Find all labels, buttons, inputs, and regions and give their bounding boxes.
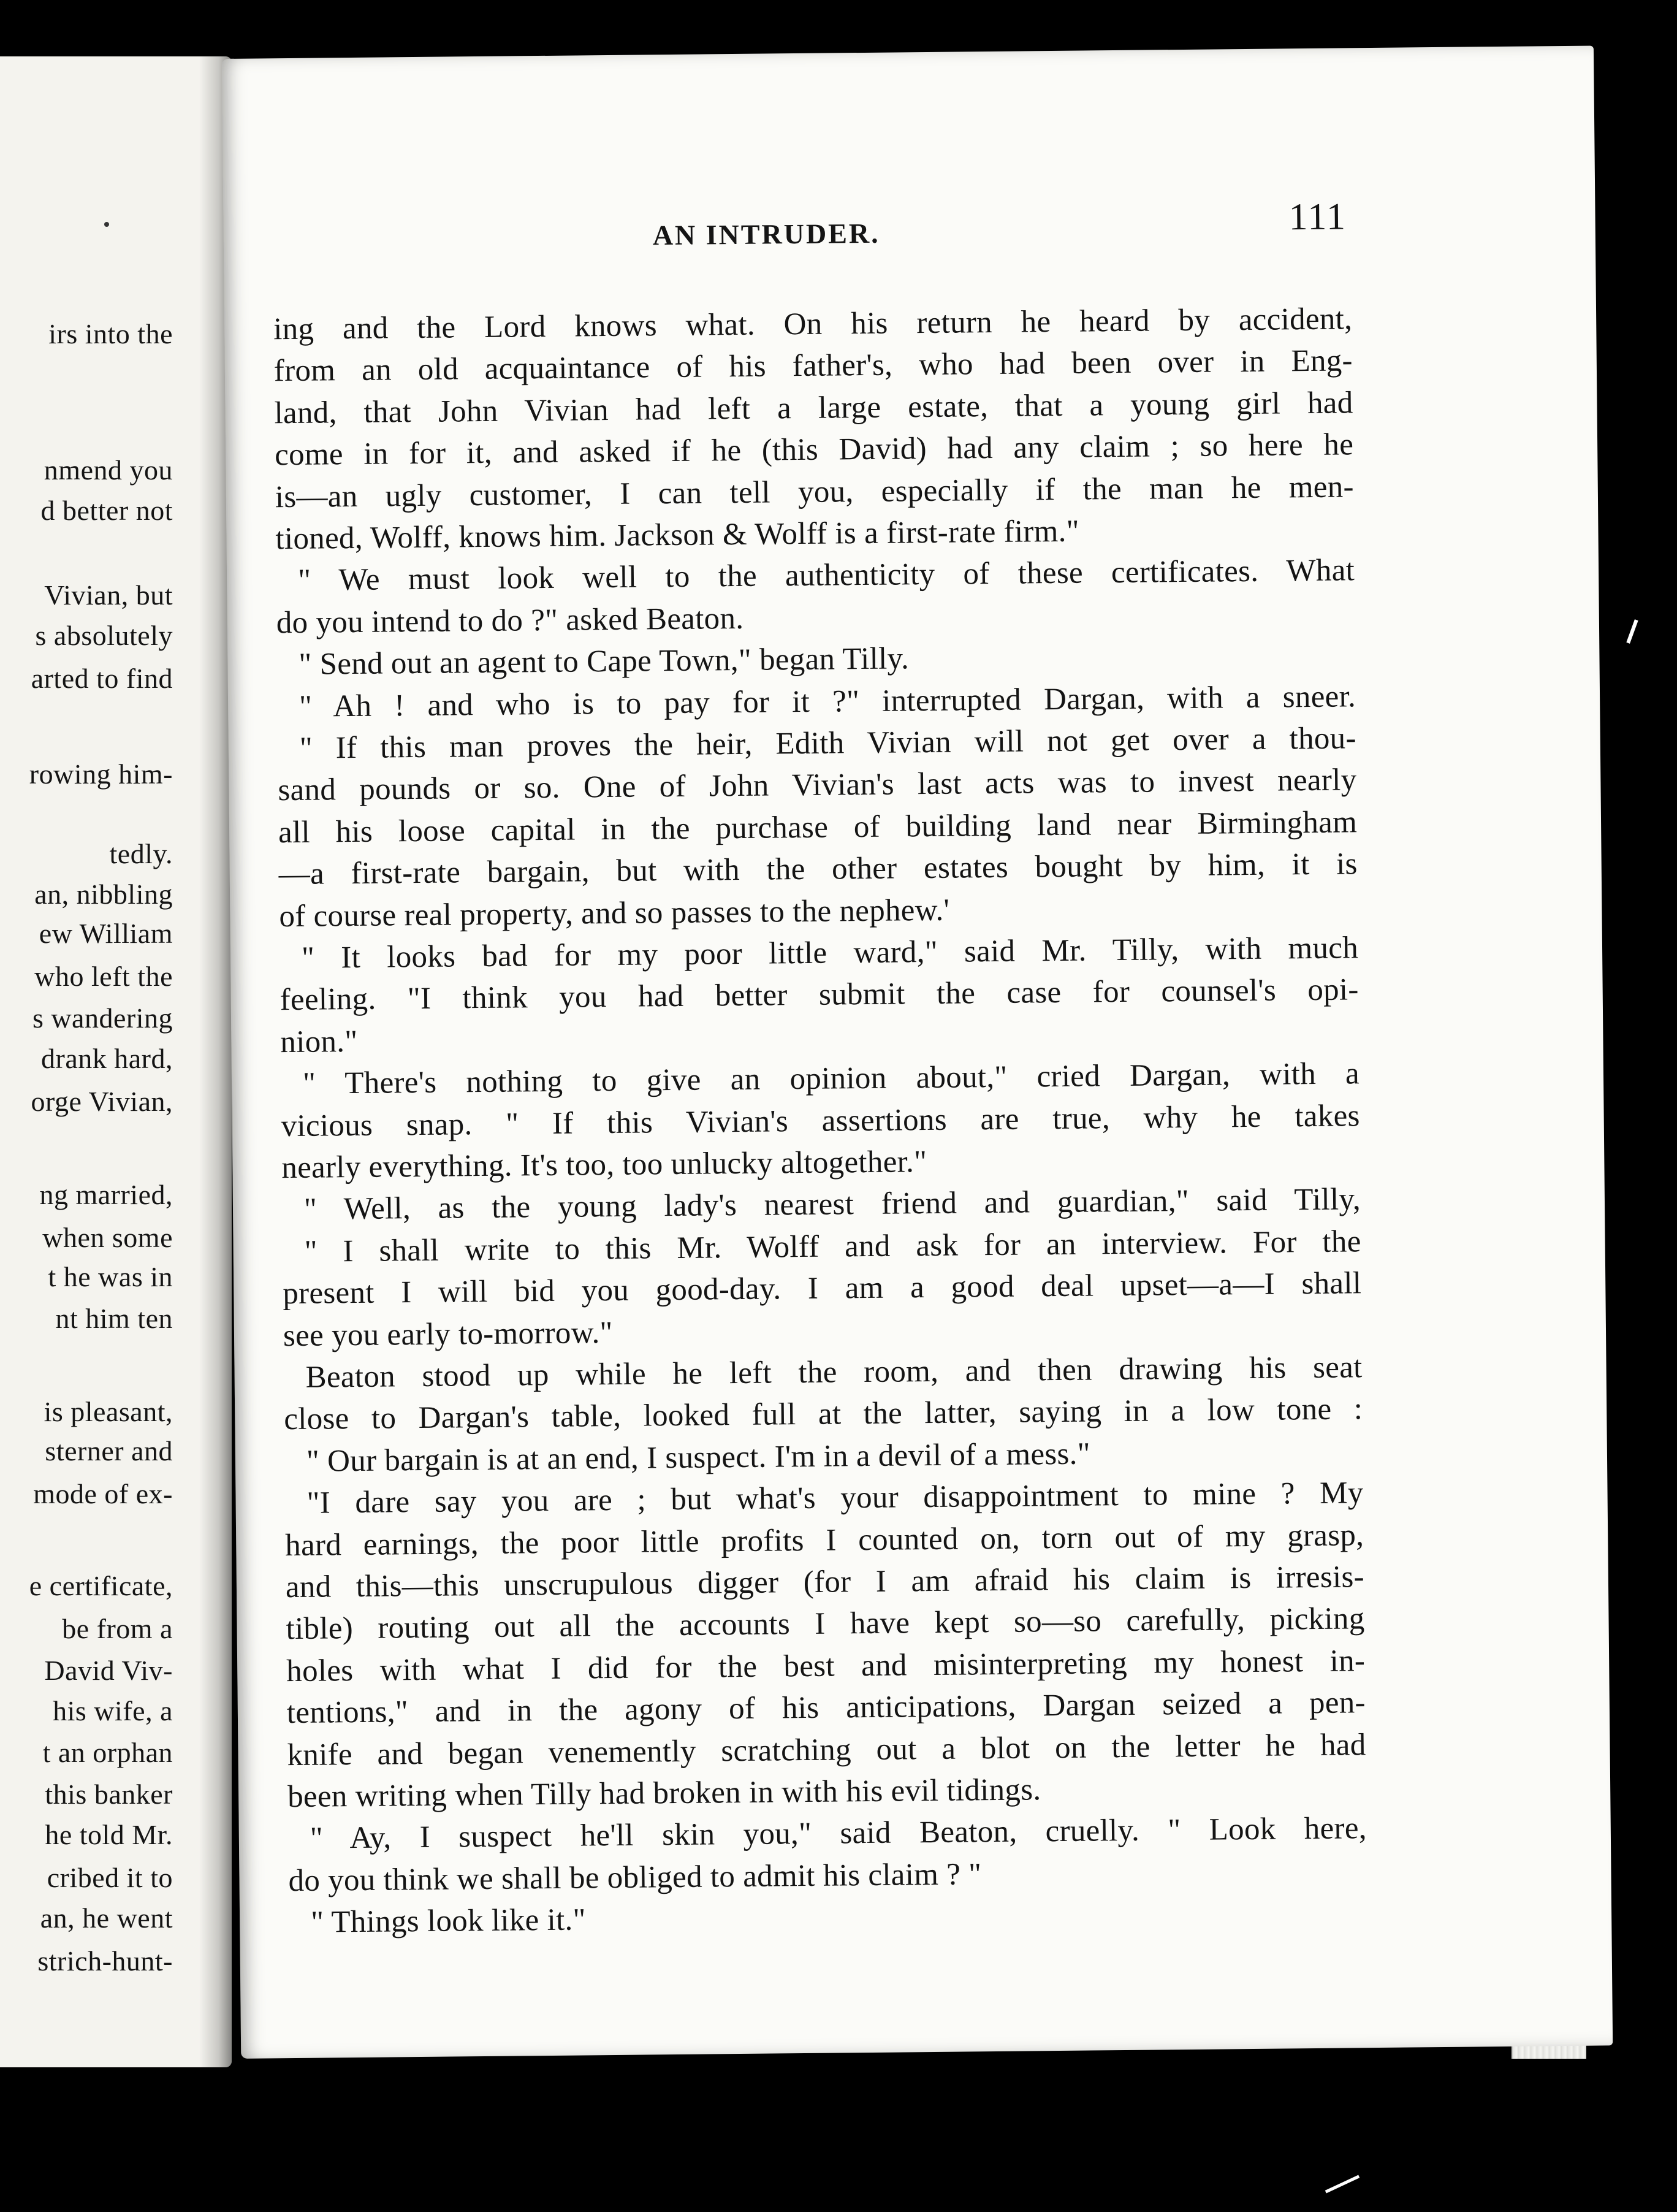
body-text-line: of course real property, and so passes to the nephew.' xyxy=(279,893,950,934)
previous-page-line: e certificate, xyxy=(29,1570,173,1601)
previous-page-line: his wife, a xyxy=(53,1695,173,1726)
previous-page-line: be from a xyxy=(62,1613,173,1644)
previous-page-line: who left the xyxy=(34,961,173,992)
body-text-line: see you early to-morrow." xyxy=(283,1315,613,1354)
body-text-line: tentions," and in the agony of his anticipations, Dargan seized a pen- xyxy=(286,1685,1366,1731)
previous-page-line: an, nibbling xyxy=(34,879,173,910)
previous-page-line: sterner and xyxy=(45,1435,173,1466)
body-text-line: —a first-rate bargain, but with the other estates bought by him, it is xyxy=(278,847,1358,892)
previous-page-line: rowing him- xyxy=(29,758,173,790)
body-text-line: Beaton stood up while he left the room, and then drawing his seat xyxy=(305,1350,1363,1395)
body-text-line: knife and began venemently scratching out a blot on the letter he had xyxy=(287,1728,1366,1773)
page-number: 111 xyxy=(1288,196,1347,238)
previous-page-line: t he was in xyxy=(48,1261,173,1292)
body-text-line: present I will bid you good-day. I am a good deal upset—a—I shall xyxy=(283,1266,1362,1311)
body-text-line: sand pounds or so. One of John Vivian's last acts was to invest nearly xyxy=(278,763,1357,808)
scan-speck xyxy=(1626,619,1638,644)
running-head: AN INTRUDER. xyxy=(652,217,880,251)
previous-page-line: d better not xyxy=(40,495,173,526)
previous-page-line: Vivian, but xyxy=(44,579,173,611)
previous-page-line: ew William xyxy=(39,918,173,949)
body-text-line: do you think we shall be obliged to admit his claim ? " xyxy=(288,1857,982,1899)
previous-page-line: nmend you xyxy=(44,454,173,486)
previous-page-line: orge Vivian, xyxy=(31,1086,173,1117)
previous-page-line: he told Mr. xyxy=(45,1819,173,1850)
body-text-line: ing and the Lord knows what. On his return he heard by accident, xyxy=(273,302,1353,347)
body-text-line: " Well, as the young lady's nearest friend and guardian," said Tilly, xyxy=(303,1182,1361,1227)
previous-page-line: drank hard, xyxy=(41,1043,173,1074)
body-text-line: " Our bargain is at an end, I suspect. I'm in a devil of a mess." xyxy=(306,1436,1091,1479)
body-text-line: " I shall write to this Mr. Wolff and ask for an interview. For the xyxy=(304,1224,1361,1269)
body-text-line: close to Dargan's table, looked full at the latter, saying in a low tone : xyxy=(284,1392,1363,1437)
previous-page-line: s absolutely xyxy=(35,620,173,651)
previous-page-line: ng married, xyxy=(39,1179,173,1210)
body-text-line: nion." xyxy=(280,1024,358,1060)
previous-page-line: mode of ex- xyxy=(33,1478,173,1509)
body-text-line: " Send out an agent to Cape Town," began Tilly. xyxy=(299,641,910,682)
previous-page-line: irs into the xyxy=(48,318,173,349)
previous-page-line: nt him ten xyxy=(55,1303,173,1334)
body-text-line: do you intend to do ?" asked Beaton. xyxy=(276,601,744,641)
ink-dot xyxy=(104,222,109,227)
body-text-line: all his loose capital in the purchase of building land near Birmingham xyxy=(278,805,1358,850)
body-text-line: " Things look like it." xyxy=(310,1902,586,1940)
previous-page-line: David Viv- xyxy=(44,1655,173,1686)
body-text-line: from an old acquaintance of his father's, who had been over in Eng- xyxy=(273,343,1353,389)
body-text-line: vicious snap. " If this Vivian's assertions are true, why he takes xyxy=(281,1099,1360,1144)
body-text-line: " We must look well to the authenticity of these certificates. What xyxy=(297,553,1355,598)
body-text-line: " It looks bad for my poor little ward," said Mr. Tilly, with much xyxy=(301,931,1359,975)
body-text-line: come in for it, and asked if he (this David) had any claim ; so here he xyxy=(274,427,1354,473)
previous-page-line: t an orphan xyxy=(42,1737,173,1768)
body-text-line: " There's nothing to give an opinion about," cried Dargan, with a xyxy=(302,1056,1360,1101)
body-text-line: " If this man proves the heir, Edith Vivian will not get over a thou- xyxy=(299,721,1356,766)
previous-page-line: an, he went xyxy=(40,1902,173,1934)
previous-page-line: strich-hunt- xyxy=(37,1945,173,1977)
previous-page-line: when some xyxy=(42,1222,173,1253)
body-text-line: and this—this unscrupulous digger (for I am afraid his claim is irresis- xyxy=(285,1560,1365,1605)
previous-page-line: tedly. xyxy=(109,838,173,869)
body-text-line: hard earnings, the poor little profits I counted on, torn out of my grasp, xyxy=(285,1518,1364,1563)
body-text-line: been writing when Tilly had broken in with his evil tidings. xyxy=(287,1772,1041,1815)
body-text-line: nearly everything. It's too, too unlucky altogether." xyxy=(281,1145,927,1186)
body-text-line: feeling. "I think you had better submit the case for counsel's opi- xyxy=(280,972,1359,1018)
body-text-line: is—an ugly customer, I can tell you, especially if the man he men- xyxy=(275,470,1355,515)
body-text-line: tible) routing out all the accounts I have kept so—so carefully, picking xyxy=(286,1601,1365,1647)
previous-page-line: cribed it to xyxy=(47,1862,173,1893)
body-text-line: " Ah ! and who is to pay for it ?" interrupted Dargan, with a sneer. xyxy=(299,679,1356,724)
previous-page-line: is pleasant, xyxy=(44,1396,173,1427)
body-text-line: " Ay, I suspect he'll skin you," said Beaton, cruelly. " Look here, xyxy=(310,1811,1367,1856)
previous-page-line: s wandering xyxy=(32,1002,173,1034)
body-text-line: tioned, Wolff, knows him. Jackson & Wolff is a first-rate firm." xyxy=(275,514,1080,557)
body-text-line: "I dare say you are ; but what's your disappointment to mine ? My xyxy=(306,1476,1364,1520)
current-page xyxy=(222,46,1613,2059)
previous-page xyxy=(0,56,232,2067)
body-text-line: holes with what I did for the best and misinterpreting my honest in- xyxy=(286,1644,1366,1689)
scan-speck xyxy=(1325,2175,1359,2194)
previous-page-line: arted to find xyxy=(31,663,173,694)
body-text-line: land, that John Vivian had left a large estate, that a young girl had xyxy=(274,386,1353,431)
previous-page-line: this banker xyxy=(45,1779,173,1810)
